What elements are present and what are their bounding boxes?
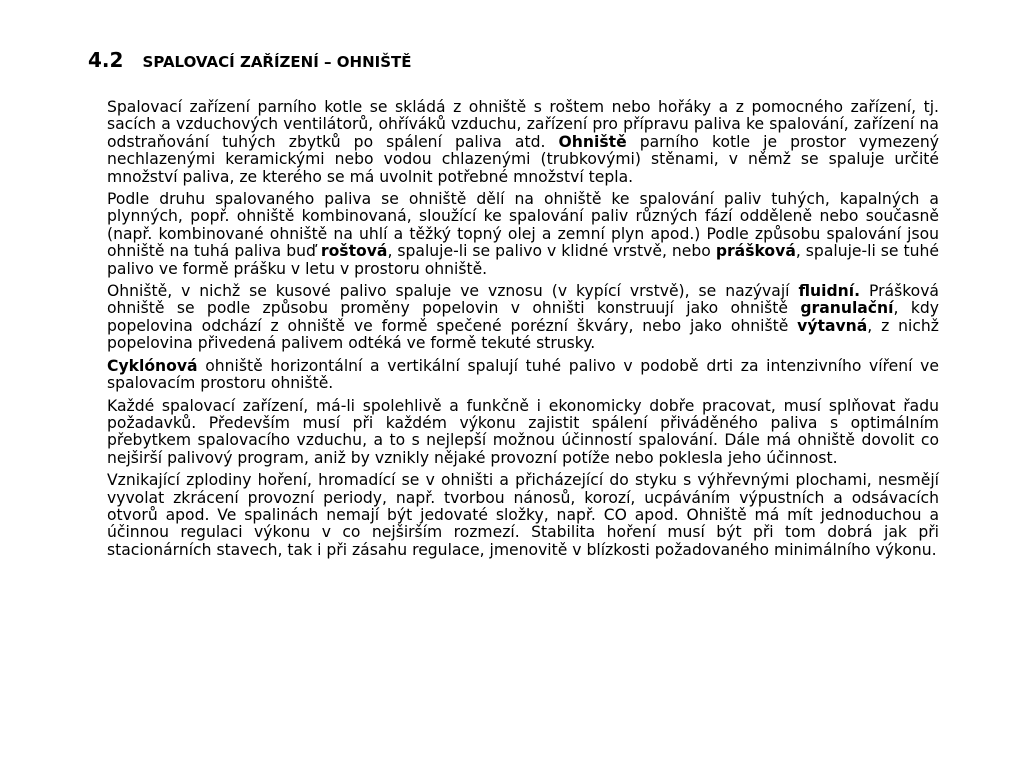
text-run: , kdy popelovina odchází z ohniště ve formě spečené porézní škváry, nebo jako ohniště <box>107 299 939 335</box>
bold-term: Cyklónová <box>107 356 198 375</box>
section-number: 4.2 <box>88 48 124 72</box>
paragraph <box>107 99 939 186</box>
text-run: Ohniště, v nichž se kusové palivo spaluje ve vznosu (v kypící vrstvě), se nazývají <box>107 282 799 301</box>
paragraph <box>107 398 939 468</box>
text-run: Podle druhu spalovaného paliva se ohniště dělí na ohniště ke spalování paliv tuhých, kapalných a plynných, popř. ohniště kombinovaná, sloužící ke spalování paliv různých fází odděleně nebo současně (např. kombinované ohniště na uhlí a těžký topný olej a zemní plyn apod.) Podle způsobu spalování jsou ohniště na tuhá paliva buď <box>107 190 939 261</box>
bold-term: fluidní. <box>798 282 861 301</box>
paragraph <box>107 283 939 353</box>
bold-term: granulační <box>800 299 894 318</box>
text-run: parního kotle je prostor vymezený nechlazenými keramickými nebo vodou chlazenými (trubkovými) stěnami, v němž se spaluje určité množství paliva, ze kterého se má uvolnit potřebné množství tepla. <box>107 132 940 186</box>
bold-term: Ohniště <box>558 132 627 151</box>
paragraph <box>107 472 939 559</box>
text-run: , z nichž popelovina přivedená palivem odtéká ve formě tekuté strusky. <box>107 316 939 353</box>
text-run: Každé spalovací zařízení, má-li spolehlivě a funkčně i ekonomicky dobře pracovat, musí splňovat řadu požadavků. Především musí při každém výkonu zajistit spálení přiváděného paliva s optimálním přebytkem spalovacího vzduchu, a to s nejlepší možnou účinností spalování. Dále má ohniště dovolit co nejširší palivový program, aniž by vznikly nějaké provozní potíže nebo poklesla jeho účinnost. <box>107 396 939 467</box>
bold-term: výtavná <box>797 316 868 335</box>
section-title: SPALOVACÍ ZAŘÍZENÍ – OHNIŠTĚ <box>142 53 412 71</box>
bold-term: prášková <box>715 242 796 261</box>
section-heading <box>88 48 411 72</box>
text-run: Vznikající zplodiny hoření, hromadící se v ohništi a přicházející do styku s výhřevnými plochami, nesmějí vyvolat zkrácení provozní periody, např. tvorbou nánosů, korozí, ucpáváním výpustních a odsávacích otvorů apod. Ve spalinách nemají být jedovaté složky, např. CO apod. Ohniště má mít jednoduchou a účinnou regulaci výkonu v co nejširším rozmezí. Stabilita hoření musí být při tom dobrá jak při stacionárních stavech, tak i při zásahu regulace, jmenovitě v blízkosti požadovaného minimálního výkonu. <box>107 471 939 559</box>
text-run: ohniště horizontální a vertikální spalují tuhé palivo v podobě drti za intenzivního víření ve spalovacím prostoru ohniště. <box>107 356 939 393</box>
text-run: Prášková ohniště se podle způsobu proměny popelovin v ohništi konstruují jako ohniště <box>107 282 939 318</box>
text-run: , spaluje-li se tuhé palivo ve formě prášku v letu v prostoru ohniště. <box>107 242 939 278</box>
document-body <box>107 99 939 564</box>
text-run: , spaluje-li se palivo v klidné vrstvě, nebo <box>387 242 716 261</box>
paragraph <box>107 191 939 278</box>
paragraph <box>107 358 939 393</box>
bold-term: roštová <box>320 242 388 261</box>
text-run: Spalovací zařízení parního kotle se skládá z ohniště s roštem nebo hořáky a z pomocného zařízení, tj. sacích a vzduchových ventilátorů, ohříváků vzduchu, zařízení pro přípravu paliva ke spalování, zařízení na odstraňování tuhých zbytků po spálení paliva atd. <box>107 98 939 151</box>
